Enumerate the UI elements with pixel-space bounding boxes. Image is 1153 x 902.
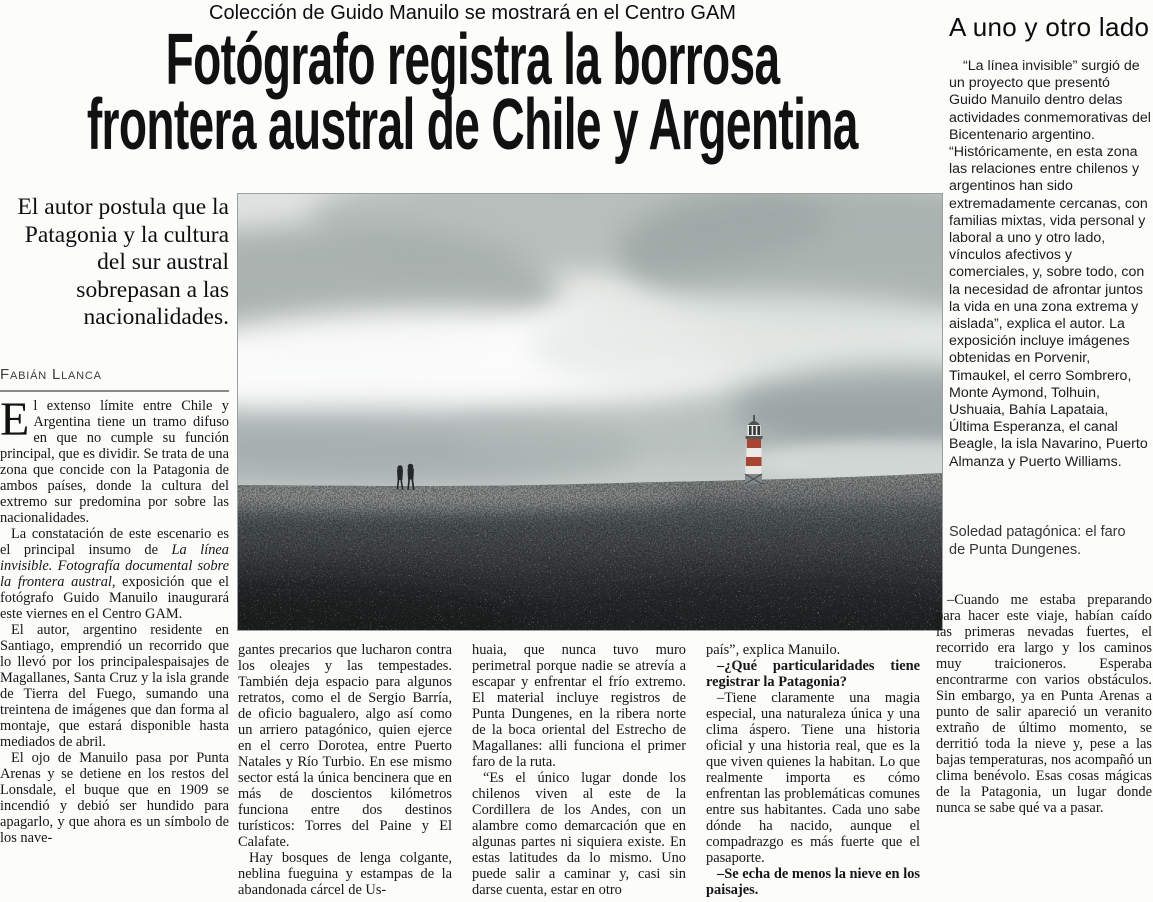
sidebar-title: A uno y otro lado [949,12,1150,42]
photo-sky [238,194,942,494]
body-paragraph: El autor, argentino residente en Santiago, emprendió un recorrido que lo llevó por los principalespaisajes de Magallanes, Santa Cruz y la isla grande de Tierra del Fuego, sumando una treintena de imágenes que dan forma al montaje, que estará disponible hasta mediados de abril. [0,622,229,750]
body-paragraph: La constatación de este escenario es el principal insumo de La línea invisible. Fotografía documental sobre la frontera austral, exposición que el fotógrafo Guido Manuilo inaugurará este viernes en el Centro GAM. [0,526,229,622]
headline-line-1: Fotógrafo registra la borrosa [165,20,780,100]
deck: El autor postula que la Patagonia y la cultura del sur austral sobrepasan a las nacionalidades. [17,194,229,330]
body-paragraph: país”, explica Manuilo. [706,642,841,658]
body-paragraph: –Cuando me estaba preparando para hacer este viaje, habían caído las primeras nevadas fuertes, el recorrido era largo y los caminos muy traicioneros. Esperaba encontrarme con varios obstáculos. Sin embargo, ya en Punta Arenas a punto de salir apareció un veranito extraño de último momento, se derritió toda la nieve y, pese a las bajas temperaturas, nos acompañó un clima benévolo. Esas cosas mágicas de la Patagonia, un lugar donde nunca se sabe qué va a pasar. [936,592,1152,816]
drop-cap: E [0,398,30,446]
interview-question: –¿Qué particularidades tiene registrar la Patagonia? [706,658,920,690]
body-column-5 [936,592,1152,902]
italic-title: La línea invisible. Fotografía documental sobre la frontera austral [0,542,229,590]
article-photo [237,193,943,631]
body-paragraph: El extenso límite entre Chile y Argentina tiene un tramo difuso en que no cumple su función principal, que es dividir. Se trata de una zona que concide con la Patagonia de ambos países, donde la cultura del extremo sur predomina por sobre las nacionalidades. [0,398,229,526]
body-column-4 [706,642,920,902]
body-column-2 [238,642,452,902]
headline-line-2: frontera austral de Chile y Argentina [87,85,858,165]
headline [0,20,945,165]
body-paragraph: El ojo de Manuilo pasa por Punta Arenas y se detiene en los restos del Lonsdale, el buque que en 1909 se incendió y debió ser hundido para apagarlo, y que ahora es un símbolo de los nave- [0,750,229,846]
lighthouse [745,415,763,484]
byline: Fabián Llanca [0,366,229,392]
body-paragraph: –Tiene claramente una magia especial, una naturaleza única y una clima áspero. Tiene una historia oficial y una historia real, que es la que viven quienes la habitan. Lo que realmente importa es cómo enfrentan las problemáticas comunes entre sus habitantes. Cada uno sabe dónde ha nacido, aunque el compadrazgo es más fuerte que el pasaporte. [706,690,920,866]
body-paragraph: huaia, que nunca tuvo muro perimetral porque nadie se atrevía a escapar y enfrentar el frío extremo. El material incluye registros de Punta Dungenes, en la ribera norte de la boca oriental del Estrecho de Magallanes: alli funciona el primer faro de la ruta. [472,642,686,770]
sidebar-body [949,58,1151,471]
photo-illustration [238,194,942,630]
photo-caption: Soledad patagónica: el faro de Punta Dungenes. [949,524,1126,558]
sidebar-paragraph: “La línea invisible” surgió de un proyecto que presentó Guido Manuilo dentro delas actividades conmemorativas del Bicentenario argentino. “Históricamente, en esta zona las relaciones entre chilenos y argentinos han sido extremadamente cercanas, con familias mixtas, vida personal y laboral a uno y otro lado, vínculos afectivos y comerciales, y, sobre todo, con la necesidad de afrontar juntos la vida en una zona extrema y aislada”, explica el autor. La exposición incluye imágenes obtenidas en Porvenir, Timaukel, el cerro Sombrero, Monte Aymond, Tolhuin, Ushuaia, Bahía Lapataia, Última Esperanza, el canal Beagle, la isla Navarino, Puerto Almanza y Puerto Williams. [949,58,1151,470]
body-paragraph: “Es el único lugar donde los chilenos viven al este de la Cordillera de los Andes, con un alambre como demarcación que en algunas partes ni siquiera existe. En estas latitudes da lo mismo. Uno puede salir a caminar y, casi sin darse cuenta, estar en otro [472,770,686,898]
photo-ground [238,469,942,630]
body-paragraph: gantes precarios que lucharon contra los oleajes y las tempestades. También deja espacio para algunos retratos, como el de Sergio Barría, de oficio bagualero, algo así como un arriero patagónico, quien ejerce en el cerro Dorotea, entre Puerto Natales y Río Turbio. En ese mismo sector está la única bencinera que en más de doscientos kilómetros funciona entre dos destinos turísticos: Torres del Paine y El Calafate. [238,642,452,850]
body-column-1 [0,398,229,902]
body-column-3 [472,642,686,902]
interview-question: –Se echa de menos la nieve en los paisajes. [706,866,920,898]
kicker: Colección de Guido Manuilo se mostrará en el Centro GAM [209,2,736,24]
body-paragraph: Hay bosques de lenga colgante, neblina fueguina y estampas de la abandonada cárcel de Us- [238,850,452,898]
